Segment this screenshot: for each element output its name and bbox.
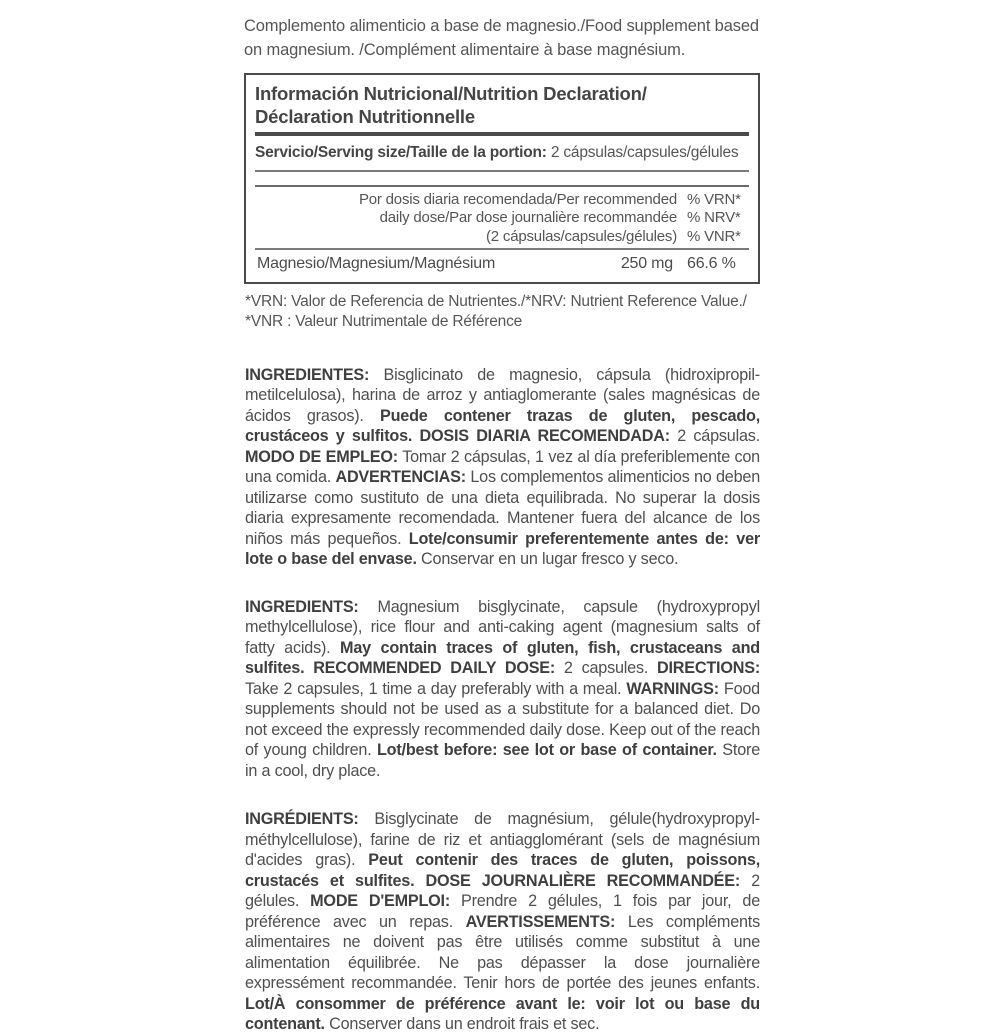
emphasis-run-4: MODE D'EMPLOI: — [310, 892, 451, 910]
emphasis-run-8: Lot/best before: see lot or base of container. — [376, 741, 717, 759]
percent-header-line-2: % NRV* — [687, 209, 741, 226]
footnote-line-2: *VNR : Valeur Nutrimentale de Référence — [245, 312, 523, 330]
product-descriptor: Complemento alimenticio a base de magnesio./Food supplement based on magnesium. /Complément alimentaire à base magnésium. — [244, 17, 759, 59]
ingredients-block-spanish — [244, 365, 760, 570]
dose-header-column — [255, 191, 687, 247]
nutrition-title-line-2: Déclaration Nutritionnelle — [255, 106, 475, 127]
serving-size-row — [255, 136, 749, 170]
nutrition-table-title — [255, 80, 749, 131]
text-run-9: Conservar en un lugar fresco y seco. — [416, 550, 679, 568]
serving-size-label: Servicio/Serving size/Taille de la portion: — [255, 144, 547, 161]
serving-size-value: 2 cápsulas/capsules/gélules — [546, 144, 739, 161]
text-run-1: Magnesium bisglycinate, capsule (hydroxypropyl methylcellulose), rice flour and anti-caking agent (magnesium salts of fatty acids). — [245, 597, 760, 657]
emphasis-run-2: Puede contener trazas de gluten, pescado, crustáceos y sulfitos. DOSIS DIARIA RECOMENDADA: — [245, 406, 761, 445]
nutrition-column-headers — [255, 187, 749, 249]
nutrient-percent: 66.6 % — [687, 254, 736, 272]
text-run-9: Store in a cool, dry place. — [245, 741, 760, 780]
text-run-3: 2 capsules. — [555, 659, 657, 677]
emphasis-run-4: DIRECTIONS: — [656, 659, 761, 677]
percent-header-line-3: % VNR* — [687, 227, 741, 245]
percent-header-line-1: % VRN* — [687, 190, 741, 208]
emphasis-run-8: Lote/consumir preferentemente antes de: ver lote o base del envase. — [245, 529, 760, 568]
table-row — [255, 250, 749, 277]
text-run-3: 2 cápsulas. — [669, 427, 760, 445]
label-content — [244, 14, 760, 1035]
text-run-5: Prendre 2 gélules, 1 fois par jour, de préférence avec un repas. — [245, 892, 760, 931]
nutrient-name: Magnesio/Magnesium/Magnésium — [257, 254, 496, 272]
dose-header-line-3: (2 cápsulas/capsules/gélules) — [486, 227, 677, 245]
dose-header-line-1: Por dosis diaria recomendada/Per recommended — [358, 190, 677, 208]
table-spacer — [255, 172, 749, 185]
text-run-3: 2 gélules. — [245, 871, 760, 910]
text-run-7: Los complementos alimenticios no deben utilizarse como sustituto de una dieta equilibrada. No superar la dosis diaria expresamente recomendada. Mantener fuera del alcance de los niños más pequeños. — [245, 468, 760, 548]
emphasis-run-6: AVERTISSEMENTS: — [465, 912, 616, 931]
footnote-line-1: *VRN: Valor de Referencia de Nutrientes./*NRV: Nutrient Reference Value./ — [245, 292, 747, 310]
percent-header-column — [687, 191, 749, 247]
nutrition-footnote — [244, 292, 760, 332]
emphasis-run-2: May contain traces of gluten, fish, crustaceans and sulfites. RECOMMENDED DAILY DOSE: — [245, 638, 760, 677]
text-run-7: Food supplements should not be used as a substitute for a balanced diet. Do not exceed the expressly recommended daily dose. Keep out of the reach of young children. — [245, 679, 760, 759]
text-run-9: Conserver dans un endroit frais et sec. — [324, 1015, 600, 1033]
emphasis-run-6: WARNINGS: — [626, 679, 719, 698]
emphasis-run-0: INGRÉDIENTS: — [245, 810, 359, 828]
emphasis-run-8: Lot/À consommer de préférence avant le: voir lot ou base du contenant. — [245, 994, 760, 1033]
ingredients-block-english — [244, 597, 760, 782]
nutrition-declaration-table — [244, 73, 760, 284]
emphasis-run-0: INGREDIENTES: — [245, 365, 370, 384]
text-run-5: Tomar 2 cápsulas, 1 vez al día preferiblemente con una comida. — [245, 447, 760, 486]
nutrition-title-line-1: Información Nutricional/Nutrition Declaration/ — [255, 83, 647, 104]
text-run-5: Take 2 capsules, 1 time a day preferably with a meal. — [245, 679, 627, 698]
text-run-7: Les compléments alimentaires ne doivent pas être utilisés comme substitut à une alimentation équilibrée. Ne pas dépasser la dose journalière expressément recommandée. Tenir hors de portée des jeunes enfants. — [245, 912, 760, 992]
emphasis-run-6: ADVERTENCIAS: — [335, 468, 466, 486]
emphasis-run-0: INGREDIENTS: — [245, 597, 359, 616]
text-run-1: Bisglicinato de magnesio, cápsula (hidroxipropil-metilcelulosa), harina de arroz y antiaglomerante (sales magnésicas de ácidos grasos). — [245, 365, 760, 425]
emphasis-run-2: Peut contenir des traces de gluten, poissons, crustacés et sulfites. DOSE JOURNALIÈRE RECOMMANDÉE: — [245, 851, 760, 890]
nutrient-amount: 250 mg — [620, 254, 673, 272]
dose-header-line-2: daily dose/Par dose journalière recommandée — [379, 209, 677, 226]
text-run-1: Bisglycinate de magnésium, gélule(hydroxypropyl-méthylcellulose), farine de riz et antiagglomérant (sels de magnésium d'acides gras). — [245, 810, 760, 869]
emphasis-run-4: MODO DE EMPLEO: — [245, 447, 398, 466]
ingredients-block-french — [244, 809, 760, 1035]
